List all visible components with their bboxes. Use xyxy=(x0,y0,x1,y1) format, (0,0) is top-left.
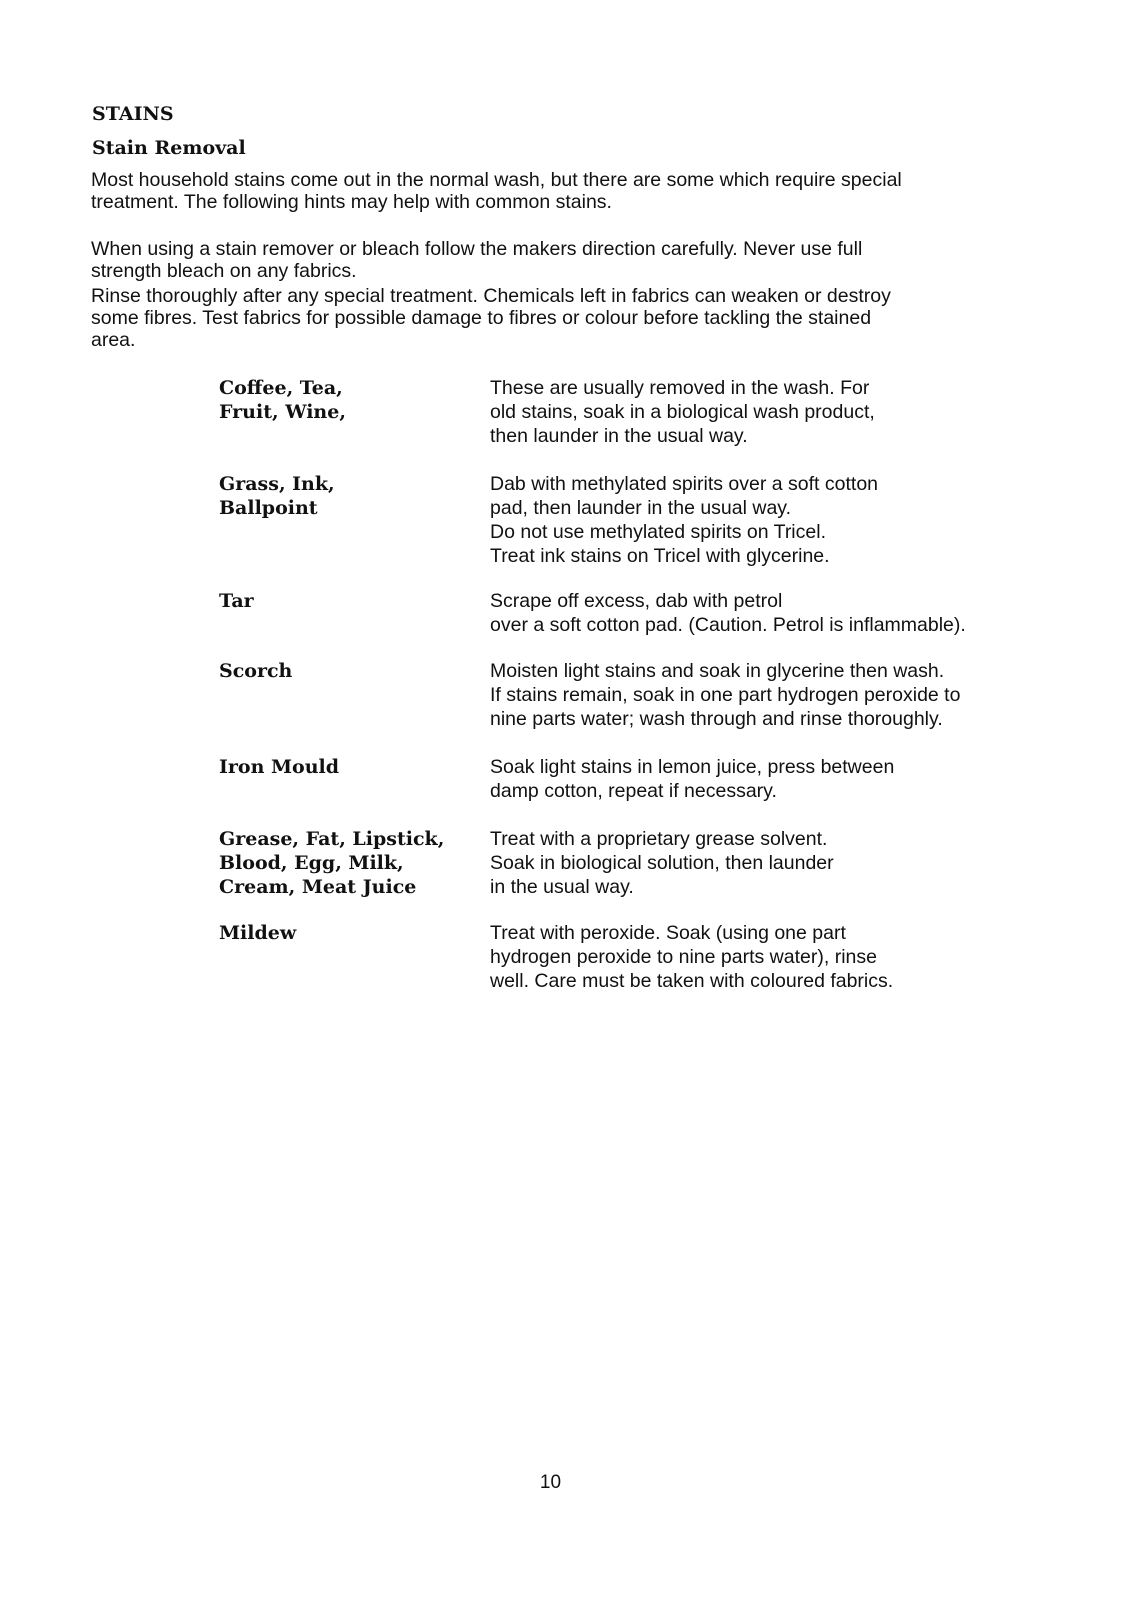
treatment-line: nine parts water; wash through and rinse thoroughly. xyxy=(490,708,943,730)
intro-paragraph xyxy=(91,238,1041,282)
stain-treatment xyxy=(490,659,1050,731)
stain-name-line: Grease, Fat, Lipstick, xyxy=(219,828,445,850)
intro-line: Rinse thoroughly after any special treatment. Chemicals left in fabrics can weaken or destroy xyxy=(91,285,891,307)
section-title: STAINS xyxy=(92,103,174,125)
stain-name-line: Scorch xyxy=(219,660,293,682)
stain-name xyxy=(219,659,479,683)
stain-treatment xyxy=(490,472,1050,568)
treatment-line: damp cotton, repeat if necessary. xyxy=(490,780,777,802)
treatment-line: These are usually removed in the wash. For xyxy=(490,377,870,399)
intro-paragraph xyxy=(91,285,1041,351)
stain-treatment xyxy=(490,376,1050,448)
stain-name xyxy=(219,376,479,424)
treatment-line: Treat with peroxide. Soak (using one part xyxy=(490,922,846,944)
treatment-line: Treat with a proprietary grease solvent. xyxy=(490,828,828,850)
treatment-line: in the usual way. xyxy=(490,876,634,898)
treatment-line: Do not use methylated spirits on Tricel. xyxy=(490,521,826,543)
intro-paragraph xyxy=(91,169,1041,213)
intro-line: When using a stain remover or bleach follow the makers direction carefully. Never use full xyxy=(91,238,863,260)
intro-line: treatment. The following hints may help with common stains. xyxy=(91,191,612,213)
intro-line: Most household stains come out in the normal wash, but there are some which require special xyxy=(91,169,902,191)
treatment-line: Scrape off excess, dab with petrol xyxy=(490,590,783,612)
stain-treatment xyxy=(490,827,1050,899)
treatment-line: Soak light stains in lemon juice, press between xyxy=(490,756,895,778)
stain-name-line: Tar xyxy=(219,590,254,612)
section-subtitle: Stain Removal xyxy=(92,137,246,159)
stain-name-line: Cream, Meat Juice xyxy=(219,876,417,898)
treatment-line: well. Care must be taken with coloured fabrics. xyxy=(490,970,894,992)
treatment-line: pad, then launder in the usual way. xyxy=(490,497,792,519)
treatment-line: Moisten light stains and soak in glycerine then wash. xyxy=(490,660,945,682)
stain-name xyxy=(219,589,479,613)
stain-name xyxy=(219,755,479,779)
stain-name-line: Ballpoint xyxy=(219,497,318,519)
intro-line: area. xyxy=(91,329,136,351)
stain-name xyxy=(219,472,479,520)
treatment-line: hydrogen peroxide to nine parts water), rinse xyxy=(490,946,877,968)
treatment-line: Dab with methylated spirits over a soft cotton xyxy=(490,473,879,495)
treatment-line: Soak in biological solution, then launder xyxy=(490,852,834,874)
intro-line: some fibres. Test fabrics for possible damage to fibres or colour before tackling the stained xyxy=(91,307,872,329)
treatment-line: then launder in the usual way. xyxy=(490,425,748,447)
page-number: 10 xyxy=(539,1472,562,1493)
stain-name xyxy=(219,827,479,899)
intro-line: strength bleach on any fabrics. xyxy=(91,260,357,282)
treatment-line: Treat ink stains on Tricel with glycerine. xyxy=(490,545,830,567)
stain-name-line: Iron Mould xyxy=(219,756,340,778)
stain-name-line: Fruit, Wine, xyxy=(219,401,346,423)
stain-treatment xyxy=(490,921,1050,993)
stain-name-line: Mildew xyxy=(219,922,297,944)
treatment-line: over a soft cotton pad. (Caution. Petrol is inflammable). xyxy=(490,614,966,636)
stain-name xyxy=(219,921,479,945)
stain-treatment xyxy=(490,755,1050,803)
treatment-line: If stains remain, soak in one part hydrogen peroxide to xyxy=(490,684,961,706)
stain-treatment xyxy=(490,589,1050,637)
stain-name-line: Coffee, Tea, xyxy=(219,377,343,399)
stain-name-line: Grass, Ink, xyxy=(219,473,335,495)
treatment-line: old stains, soak in a biological wash product, xyxy=(490,401,875,423)
stain-name-line: Blood, Egg, Milk, xyxy=(219,852,404,874)
